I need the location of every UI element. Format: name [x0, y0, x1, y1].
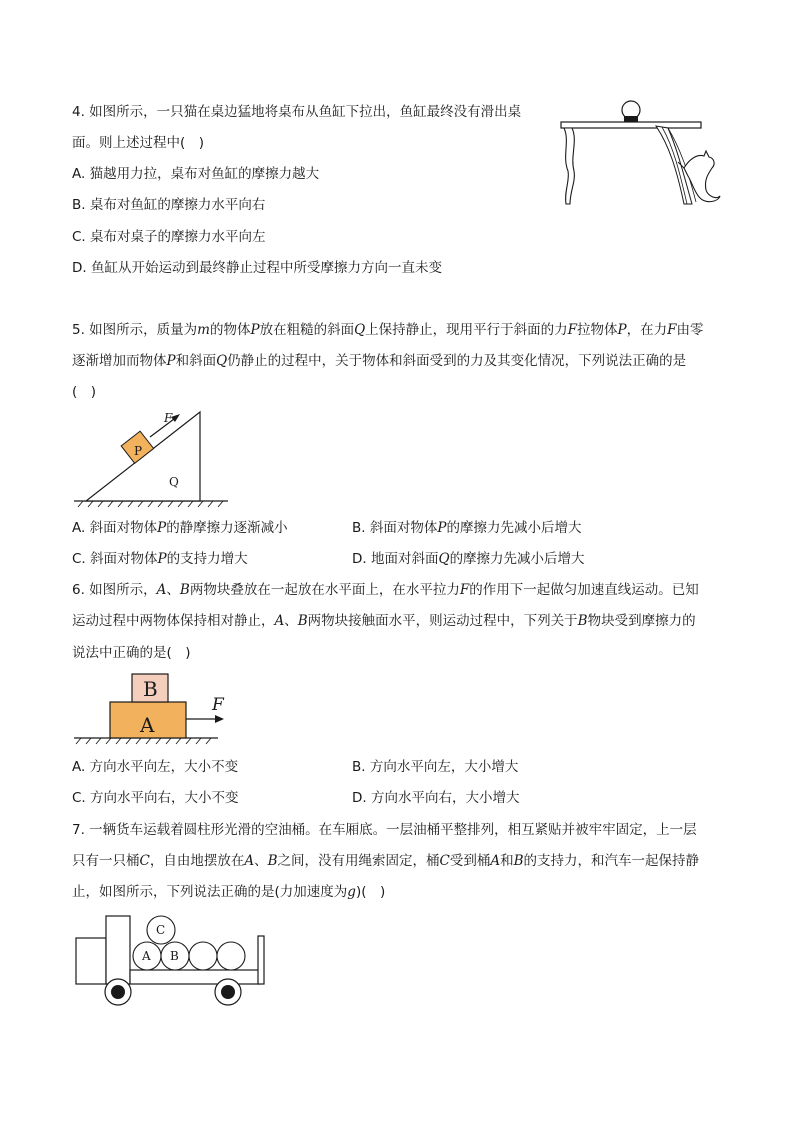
q5-option-b: B. 斜面对物体P的摩擦力先减小后增大: [352, 520, 582, 536]
q6-option-d: D. 方向水平向右，大小增大: [352, 790, 520, 806]
q6-option-c: C. 方向水平向右，大小不变: [72, 790, 239, 806]
q6-stem-line2: 运动过程中两物体保持相对静止，A、B两物块接触面水平，则运动过程中，下列关于B物块受到摩擦力的: [72, 613, 696, 629]
q4-cat-table-figure: [556, 96, 736, 216]
q6-stem-line1: 6. 如图所示，A、B两物块叠放在一起放在水平面上，在水平拉力F的作用下一起做匀加速直线运动。已知: [72, 582, 699, 598]
block-b-label: B: [143, 677, 158, 701]
q4-stem-line2: 面。则上述过程中( ): [72, 135, 205, 151]
barrel-a-label: A: [142, 949, 151, 963]
q6-stem-line3: 说法中正确的是( ): [72, 645, 191, 661]
q6-stacked-blocks-figure: [72, 672, 232, 752]
q6-option-a: A. 方向水平向左，大小不变: [72, 759, 239, 775]
q4-option-a: A. 猫越用力拉，桌布对鱼缸的摩擦力越大: [72, 166, 320, 182]
q4-option-b: B. 桌布对鱼缸的摩擦力水平向右: [72, 197, 266, 213]
q6-option-b: B. 方向水平向左，大小增大: [352, 759, 519, 775]
truck-cab: [76, 938, 106, 984]
q4-option-c: C. 桌布对桌子的摩擦力水平向左: [72, 229, 266, 245]
q5-stem-line2: 逐渐增加而物体P和斜面Q仍静止的过程中，关于物体和斜面受到的力及其变化情况，下列说法正确的是: [72, 353, 687, 369]
fish-bowl-base: [624, 116, 638, 122]
truck-front-panel: [106, 916, 130, 984]
barrel: [217, 942, 245, 970]
q7-stem-line2: 只有一只桶C，自由地摆放在A、B之间，没有用绳索固定，桶C受到桶A和B的支持力，和汽车一起保持静: [72, 853, 700, 869]
q4-option-d: D. 鱼缸从开始运动到最终静止过程中所受摩擦力方向一直未变: [72, 260, 442, 276]
truck-bed: [130, 970, 260, 984]
barrel: [189, 942, 217, 970]
q7-stem-line3: 止，如图所示，下列说法正确的是(力加速度为g)( ): [72, 884, 386, 900]
block-label: P: [134, 444, 143, 458]
q7-stem-line1: 7. 一辆货车运载着圆柱形光滑的空油桶。在车厢底。一层油桶平整排列，相互紧贴并被牢牢固定，上一层: [72, 822, 697, 838]
tabletop: [561, 122, 701, 128]
truck-tailgate: [258, 936, 264, 984]
q5-option-d: D. 地面对斜面Q的摩擦力先减小后增大: [352, 551, 585, 567]
q7-truck-figure: [72, 910, 272, 1010]
block-a-label: A: [140, 713, 155, 737]
q5-stem-line1: 5. 如图所示，质量为m的物体P放在粗糙的斜面Q上保持静止，现用平行于斜面的力F拉物体P，在力F由零: [72, 322, 704, 338]
q5-option-c: C. 斜面对物体P的支持力增大: [72, 551, 248, 567]
q4-stem-line1: 4. 如图所示，一只猫在桌边猛地将桌布从鱼缸下拉出，鱼缸最终没有滑出桌: [72, 104, 522, 120]
incline-label: Q: [169, 475, 179, 489]
force-label: F: [164, 411, 173, 425]
ground-hatching: [76, 738, 211, 744]
force-label: F: [212, 695, 224, 715]
q5-incline-figure: [72, 410, 232, 510]
barrel-b-label: B: [170, 949, 179, 963]
barrel-c-label: C: [156, 923, 166, 937]
table-leg-left: [564, 128, 574, 204]
ground-hatching: [78, 501, 223, 507]
q5-option-a: A. 斜面对物体P的静摩擦力逐渐减小: [72, 520, 288, 536]
q5-stem-line3: ( ): [72, 384, 97, 400]
